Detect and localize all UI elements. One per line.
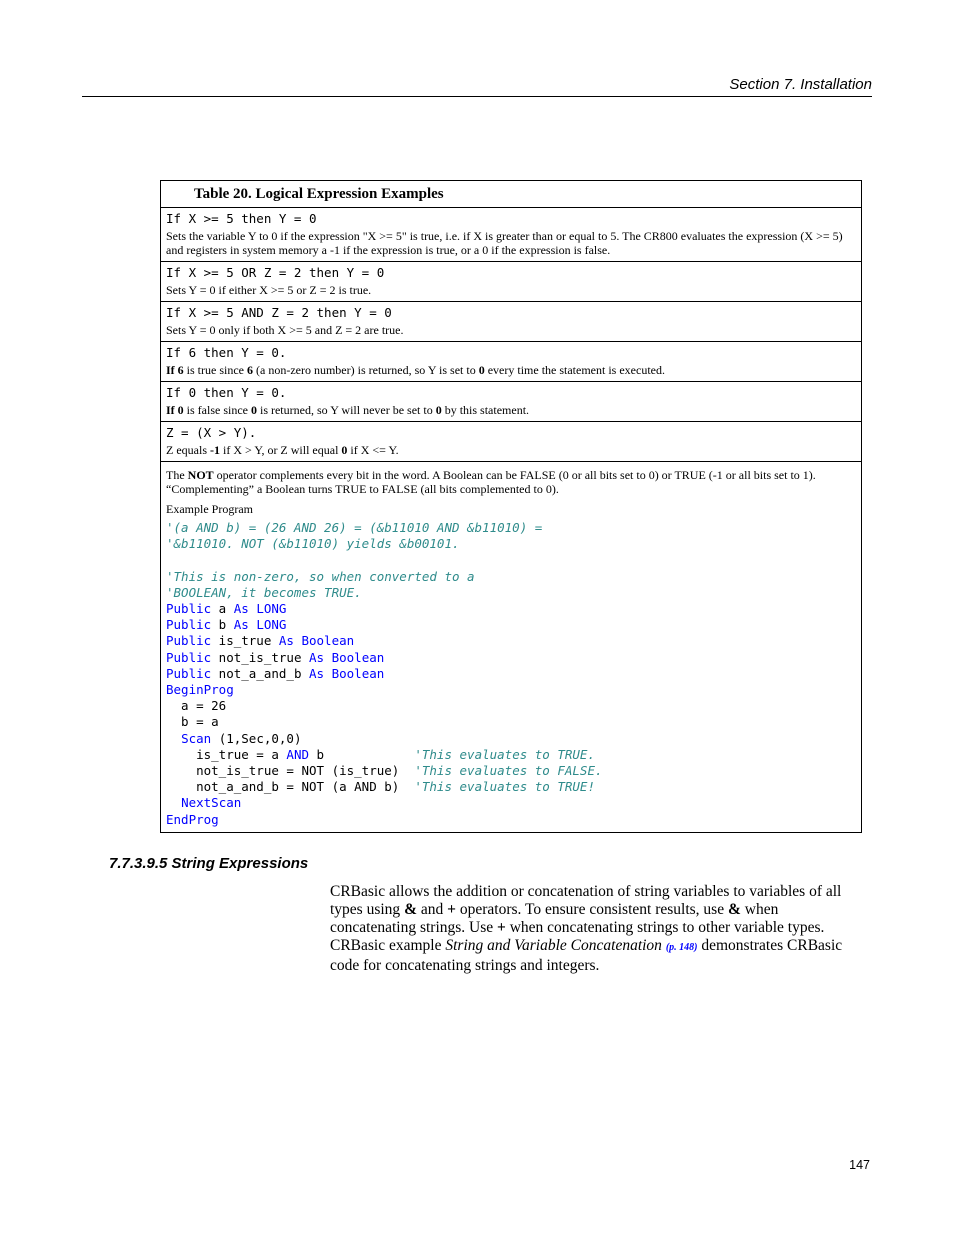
- section-body: CRBasic allows the addition or concatenation of string variables to variables of all types using & and + operators. To ensure consistent results, use & when concatenating strings. Use + when concatenating strings to other variable types. CRBasic example String and Variable Concatenation (p. 148) demonstrates CRBasic code for concatenating strings and integers.: [330, 883, 843, 974]
- expression-description: Sets the variable Y to 0 if the expression "X >= 5" is true, i.e. if X is greater than or equal to 5. The CR800 evaluates the expression (X >= 5) and registers in system memory a -1 if the expression is true, or a 0 if the expression is false.: [166, 229, 843, 257]
- expression-code: If X >= 5 then Y = 0: [166, 211, 317, 226]
- table-row: [161, 342, 862, 382]
- expression-description: Sets Y = 0 if either X >= 5 or Z = 2 is true.: [166, 283, 372, 297]
- example-program-label: Example Program: [166, 502, 253, 516]
- expression-code: Z = (X > Y).: [166, 425, 257, 440]
- not-operator-description: The NOT operator complements every bit in the word. A Boolean can be FALSE (0 or all bits set to 0) or TRUE (-1 or all bits set to 1). “Complementing” a Boolean turns TRUE to FALSE (all bits complemented to 0).: [166, 468, 816, 496]
- page-reference-link[interactable]: (p. 148): [665, 942, 698, 953]
- expression-code: If X >= 5 AND Z = 2 then Y = 0: [166, 305, 392, 320]
- expression-code: If 6 then Y = 0.: [166, 345, 287, 360]
- table-row: [161, 422, 862, 462]
- section-header: Section 7. Installation: [729, 76, 872, 93]
- expression-code: If 0 then Y = 0.: [166, 385, 287, 400]
- expression-description: If 0 is false since 0 is returned, so Y will never be set to 0 by this statement.: [166, 403, 530, 417]
- example-title: String and Variable Concatenation: [445, 937, 662, 954]
- table-row: [161, 382, 862, 422]
- page-header: [82, 76, 872, 97]
- table-row: [161, 262, 862, 302]
- table-row: [161, 302, 862, 342]
- table-caption: Table 20. Logical Expression Examples: [161, 181, 862, 208]
- expression-description: Sets Y = 0 only if both X >= 5 and Z = 2 are true.: [166, 323, 404, 337]
- table-row: [161, 208, 862, 262]
- expression-code: If X >= 5 OR Z = 2 then Y = 0: [166, 265, 385, 280]
- page-number: 147: [849, 1158, 870, 1172]
- example-program-code: '(a AND b) = (26 AND 26) = (&b11010 AND &b11010) = '&b11010. NOT (&b11010) yields &b00101. 'This is non-zero, so when converted to a 'BOOLEAN, it becomes TRUE. Public a As LONG Public b As LONG Public is_true As Boolean Public not_is_true As Boolean Public not_a_and_b As Boolean BeginProg a = 26 b = a Scan (1,Sec,0,0) is_true = a AND b 'This evaluates to TRUE. not_is_true = NOT (is_true) 'This evaluates to FALSE. not_a_and_b = NOT (a AND b) 'This evaluates to TRUE! NextScan EndProg: [166, 520, 603, 827]
- table-row-not-operator: [161, 462, 862, 833]
- expression-description: Z equals -1 if X > Y, or Z will equal 0 if X <= Y.: [166, 443, 399, 457]
- expression-description: If 6 is true since 6 (a non-zero number) is returned, so Y is set to 0 every time the statement is executed.: [166, 363, 665, 377]
- logical-expression-table: [160, 180, 862, 833]
- section-title: 7.7.3.9.5 String Expressions: [109, 855, 309, 872]
